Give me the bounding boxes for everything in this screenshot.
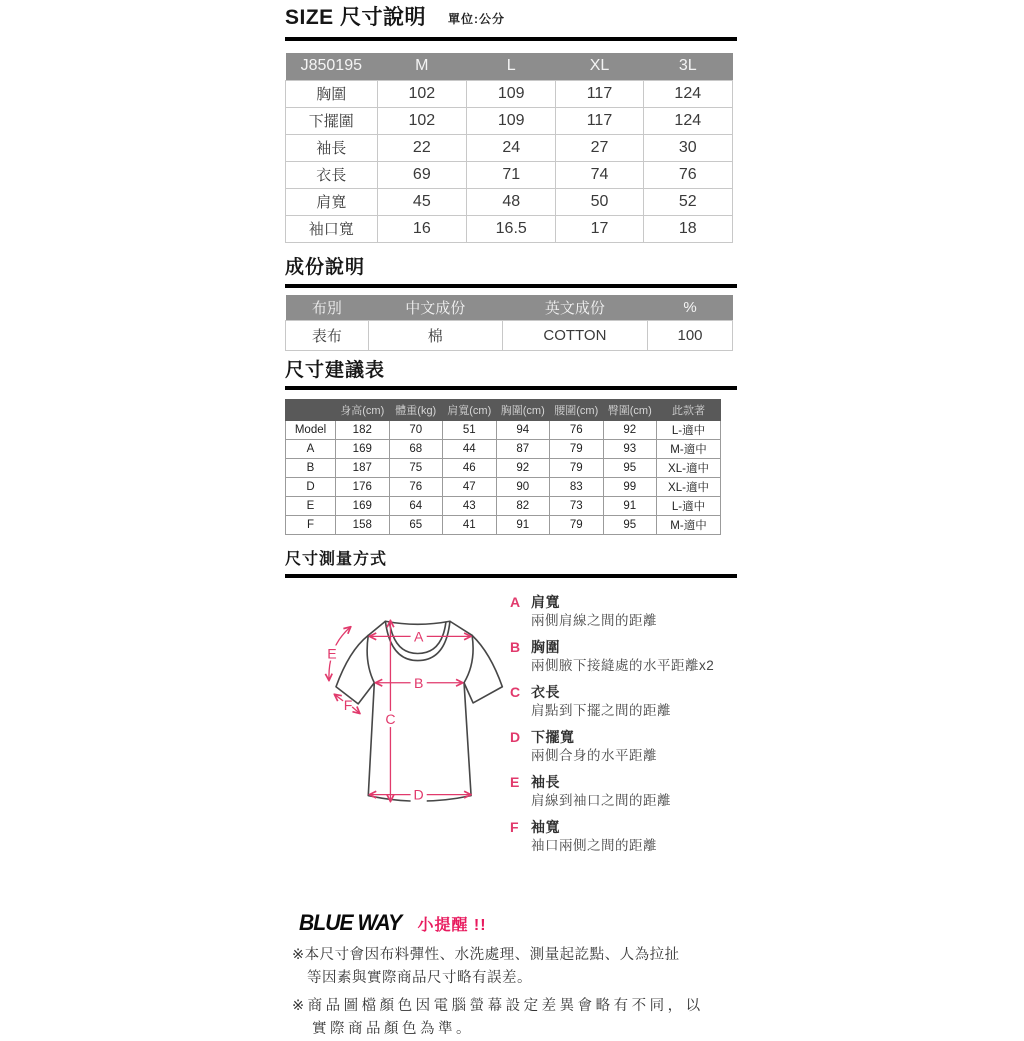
- tshirt-outline: [336, 621, 502, 801]
- table-header-cell: %: [648, 295, 733, 321]
- section-divider: [285, 386, 737, 390]
- measurement-title: 衣長: [531, 684, 560, 700]
- measurement-item: [510, 639, 737, 675]
- table-cell: Model: [286, 421, 336, 440]
- table-row: [286, 321, 733, 351]
- table-header-cell: 英文成份: [502, 295, 647, 321]
- table-cell: 胸圍: [286, 80, 378, 107]
- table-cell: 22: [377, 134, 466, 161]
- table-cell: 75: [389, 459, 443, 478]
- measurement-item: [510, 729, 737, 765]
- table-row: [286, 134, 733, 161]
- measurement-title: 胸圍: [531, 639, 560, 655]
- table-cell: 92: [496, 459, 550, 478]
- table-cell: 102: [377, 80, 466, 107]
- table-cell: 肩寬: [286, 188, 378, 215]
- unit-label: 單位:公分: [448, 12, 506, 26]
- table-cell: 24: [467, 134, 556, 161]
- disclaimer-line: 等因素與實際商品尺寸略有誤差。: [307, 970, 532, 986]
- diagram-label-B: B: [413, 674, 424, 691]
- size-section: [285, 6, 737, 243]
- measurement-desc: 袖口兩側之間的距離: [531, 838, 657, 853]
- table-cell: 94: [496, 421, 550, 440]
- diagram-label-F: F: [343, 696, 353, 713]
- brand-row: [299, 910, 737, 936]
- table-cell: 187: [336, 459, 390, 478]
- table-cell: 74: [556, 161, 643, 188]
- table-header-cell: 身高(cm): [336, 400, 390, 421]
- table-header-row: [286, 295, 733, 321]
- table-cell: 袖長: [286, 134, 378, 161]
- disclaimer-item: [292, 944, 737, 990]
- table-cell: 79: [550, 440, 604, 459]
- table-header-row: [286, 400, 721, 421]
- table-cell: L-適中: [657, 497, 721, 516]
- table-cell: 87: [496, 440, 550, 459]
- measurement-title: 下擺寬: [531, 729, 575, 745]
- size-section-title: SIZE 尺寸說明: [285, 6, 427, 29]
- table-cell: M-適中: [657, 440, 721, 459]
- measurement-item: [510, 819, 737, 855]
- measurement-desc: 肩點到下擺之間的距離: [531, 703, 671, 718]
- size-section-header: [285, 6, 737, 30]
- table-cell: 衣長: [286, 161, 378, 188]
- disclaimer-line: ※商品圖檔顏色因電腦螢幕設定差異會略有不同，以: [292, 998, 704, 1014]
- table-cell: 表布: [286, 321, 369, 351]
- table-cell: 91: [603, 497, 657, 516]
- table-cell: M-適中: [657, 516, 721, 535]
- table-header-cell: 3L: [643, 53, 732, 80]
- table-header-cell: [286, 400, 336, 421]
- table-cell: 73: [550, 497, 604, 516]
- measurement-title: 肩寬: [531, 594, 560, 610]
- measurement-desc: 肩線到袖口之間的距離: [531, 793, 671, 808]
- measurement-key: B: [510, 639, 521, 655]
- table-cell: 68: [389, 440, 443, 459]
- table-cell: 50: [556, 188, 643, 215]
- table-cell: 79: [550, 459, 604, 478]
- diagram-label-A: A: [413, 628, 424, 645]
- table-header-cell: J850195: [286, 53, 378, 80]
- table-cell: 109: [467, 80, 556, 107]
- table-cell: 46: [443, 459, 497, 478]
- table-cell: 176: [336, 478, 390, 497]
- section-divider: [285, 574, 737, 578]
- table-cell: 17: [556, 215, 643, 242]
- measurement-key: A: [510, 594, 521, 610]
- table-cell: 124: [643, 107, 732, 134]
- table-row: [286, 478, 721, 497]
- measurement-item: [510, 684, 737, 720]
- table-header-cell: 臀圍(cm): [603, 400, 657, 421]
- table-header-cell: 胸圍(cm): [496, 400, 550, 421]
- table-cell: 70: [389, 421, 443, 440]
- table-row: [286, 107, 733, 134]
- table-header-cell: 肩寬(cm): [443, 400, 497, 421]
- measurement-key: E: [510, 774, 520, 790]
- table-cell: L-適中: [657, 421, 721, 440]
- table-cell: 18: [643, 215, 732, 242]
- table-cell: 47: [443, 478, 497, 497]
- recommendation-table: [285, 399, 721, 535]
- table-cell: 117: [556, 107, 643, 134]
- reminder-title: 小提醒 !!: [417, 917, 487, 934]
- table-cell: 90: [496, 478, 550, 497]
- table-row: [286, 516, 721, 535]
- composition-section: [285, 257, 737, 352]
- composition-section-title: 成份說明: [285, 256, 366, 278]
- table-header-cell: 腰圍(cm): [550, 400, 604, 421]
- table-header-cell: 中文成份: [368, 295, 502, 321]
- size-table: [285, 53, 733, 243]
- table-cell: 袖口寬: [286, 215, 378, 242]
- size-guide-panel: [285, 6, 737, 1041]
- table-cell: 76: [389, 478, 443, 497]
- table-row: [286, 161, 733, 188]
- table-row: [286, 215, 733, 242]
- composition-table: [285, 295, 733, 352]
- measurement-key: C: [510, 684, 521, 700]
- table-header-cell: 此款著: [657, 400, 721, 421]
- tshirt-diagram: [285, 590, 510, 842]
- recommendation-section: [285, 360, 737, 535]
- table-header-cell: L: [467, 53, 556, 80]
- table-cell: 169: [336, 440, 390, 459]
- table-row: [286, 497, 721, 516]
- measurement-desc: 兩側腋下接縫處的水平距離x2: [531, 658, 715, 673]
- table-cell: 82: [496, 497, 550, 516]
- table-cell: 41: [443, 516, 497, 535]
- disclaimer-line: 實際商品顏色為準。: [312, 1021, 474, 1037]
- table-cell: 124: [643, 80, 732, 107]
- table-cell: 51: [443, 421, 497, 440]
- table-row: [286, 459, 721, 478]
- table-cell: 169: [336, 497, 390, 516]
- table-cell: 71: [467, 161, 556, 188]
- disclaimer-line: ※本尺寸會因布料彈性、水洗處理、測量起訖點、人為拉扯: [292, 947, 680, 963]
- diagram-label-D: D: [413, 786, 424, 803]
- measurement-desc: 兩側肩線之間的距離: [531, 613, 657, 628]
- table-row: [286, 188, 733, 215]
- measurement-content: [285, 590, 737, 864]
- table-cell: 95: [603, 459, 657, 478]
- table-header-cell: M: [377, 53, 466, 80]
- table-cell: 83: [550, 478, 604, 497]
- table-cell: 44: [443, 440, 497, 459]
- table-cell: 16.5: [467, 215, 556, 242]
- table-cell: 64: [389, 497, 443, 516]
- table-row: [286, 80, 733, 107]
- table-cell: A: [286, 440, 336, 459]
- table-header-row: [286, 53, 733, 80]
- measure-line-F1: [335, 695, 343, 701]
- table-cell: 48: [467, 188, 556, 215]
- section-divider: [285, 37, 737, 41]
- recommendation-section-title: 尺寸建議表: [285, 360, 386, 381]
- table-cell: 27: [556, 134, 643, 161]
- diagram-label-E: E: [327, 645, 337, 662]
- table-cell: 158: [336, 516, 390, 535]
- table-cell: 45: [377, 188, 466, 215]
- measurement-key: F: [510, 819, 519, 835]
- table-cell: 109: [467, 107, 556, 134]
- measurement-section-title: 尺寸測量方式: [285, 551, 388, 568]
- table-cell: 91: [496, 516, 550, 535]
- table-header-cell: 體重(kg): [389, 400, 443, 421]
- table-row: [286, 440, 721, 459]
- table-cell: 43: [443, 497, 497, 516]
- table-cell: 79: [550, 516, 604, 535]
- table-cell: 30: [643, 134, 732, 161]
- table-cell: 16: [377, 215, 466, 242]
- table-header-cell: XL: [556, 53, 643, 80]
- reminder-footer: [285, 910, 737, 1041]
- measurement-title: 袖寬: [531, 819, 560, 835]
- table-cell: COTTON: [502, 321, 647, 351]
- measurement-title: 袖長: [531, 774, 560, 790]
- table-header-cell: 布別: [286, 295, 369, 321]
- table-cell: 69: [377, 161, 466, 188]
- measurement-key: D: [510, 729, 521, 745]
- table-cell: 95: [603, 516, 657, 535]
- table-cell: 65: [389, 516, 443, 535]
- table-cell: XL-適中: [657, 459, 721, 478]
- table-cell: E: [286, 497, 336, 516]
- table-cell: 100: [648, 321, 733, 351]
- table-cell: XL-適中: [657, 478, 721, 497]
- table-cell: B: [286, 459, 336, 478]
- tshirt-measure-icon: [285, 590, 510, 842]
- measurement-section: [285, 550, 737, 864]
- disclaimer-list: [292, 944, 737, 1041]
- diagram-label-C: C: [385, 711, 396, 728]
- table-cell: 棉: [368, 321, 502, 351]
- table-cell: 182: [336, 421, 390, 440]
- table-cell: D: [286, 478, 336, 497]
- disclaimer-item: [292, 995, 737, 1041]
- table-cell: 93: [603, 440, 657, 459]
- table-cell: F: [286, 516, 336, 535]
- table-row: [286, 421, 721, 440]
- brand-logo: BLUE WAY: [299, 910, 402, 935]
- table-cell: 下擺圍: [286, 107, 378, 134]
- table-cell: 76: [643, 161, 732, 188]
- table-cell: 117: [556, 80, 643, 107]
- measurement-item: [510, 774, 737, 810]
- measurement-desc: 兩側合身的水平距離: [531, 748, 657, 763]
- measurement-legend: [510, 590, 737, 864]
- table-cell: 76: [550, 421, 604, 440]
- table-cell: 99: [603, 478, 657, 497]
- section-divider: [285, 284, 737, 288]
- table-cell: 52: [643, 188, 732, 215]
- measure-line-F2: [352, 707, 359, 713]
- table-cell: 102: [377, 107, 466, 134]
- table-cell: 92: [603, 421, 657, 440]
- measurement-item: [510, 594, 737, 630]
